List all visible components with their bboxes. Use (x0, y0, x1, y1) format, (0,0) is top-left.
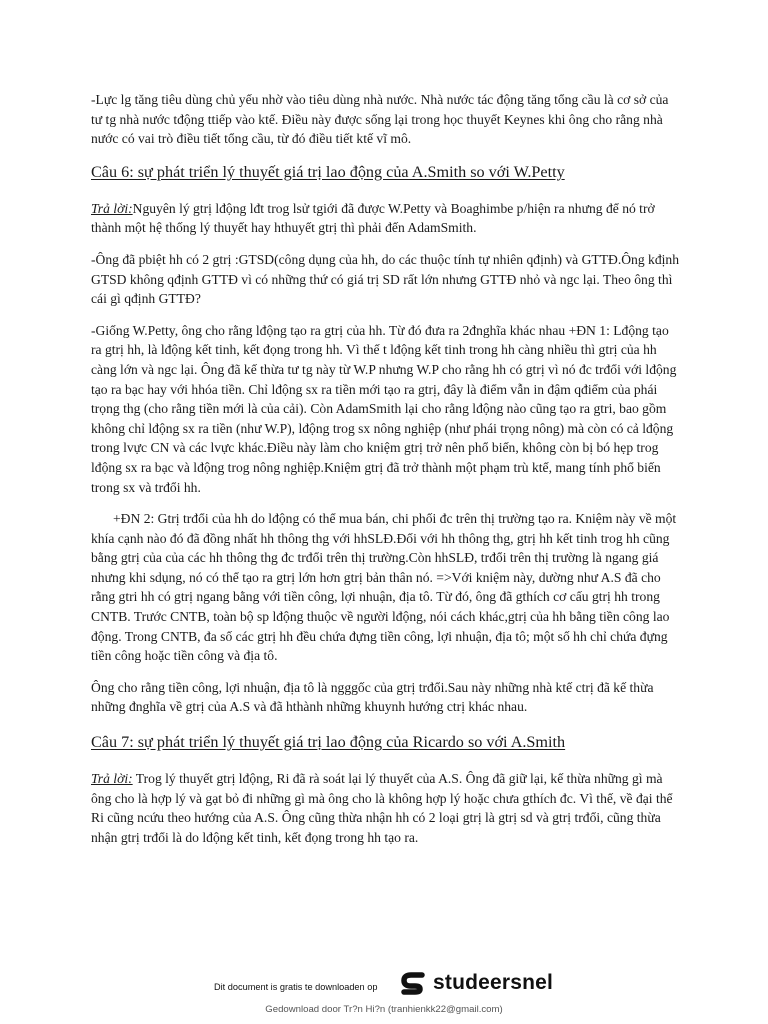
paragraph-7 (91, 769, 681, 847)
footer (0, 962, 768, 1024)
question-6-heading: Câu 6: sự phát triển lý thuyết giá trị lao động của A.Smith so với W.Petty (91, 162, 565, 181)
paragraph-3: -Ông đã pbiệt hh có 2 gtrị :GTSD(công dụng của hh, do các thuộc tính tự nhiên qđịnh) và GTTĐ.Ông kđịnh GTSD không qđịnh GTTĐ vì có những thứ có giá trị SD rất lớn nhưng GTTĐ nhỏ và ngc lại. Theo ông thì cái gì qđịnh GTTĐ? (91, 251, 680, 307)
download-credit: Gedownload door Tr?n Hi?n (tranhienkk22@gmail.com) (265, 1004, 503, 1015)
footer-note: Dit document is gratis te downloaden op (214, 982, 378, 992)
studeersnel-logo[interactable] (398, 968, 553, 998)
paragraph-1: -Lực lg tăng tiêu dùng chủ yếu nhờ vào tiêu dùng nhà nước. Nhà nước tác động tăng tổng cầu là cơ sở của tư tg nhà nước tđộng ttiếp vào ktế. Điều này được sống lại trong học thuyết Keynes khi ông cho rằng nhà nước có vai trò điều tiết tổng cầu, từ đó điều tiết ktế vĩ mô. (91, 92, 669, 147)
document-body (91, 90, 681, 859)
studeersnel-logo-icon (398, 968, 428, 998)
paragraph-5: +ĐN 2: Gtrị trđổi của hh do lđộng có thể mua bán, chi phối đc trên thị trường tạo ra. Kniệm này về một khía cạnh nào đó đã đồng nhất hh thông thg với hhSLĐ.Đối với hh thông thg, gtrị hh kết tinh trog hh cũng bằng gtrị của của các hh thông thg đc trđổi trên thị trường.Còn hhSLĐ, trđổi trên thị trường là ngang giá nhưng khi sdụng, nó có thể tạo ra gtrị lớn hơn gtrị bản thân nó. =>Với kniệm này, dường như A.S đã cho rằng gtri hh có gtrị ngang bằng với tiền công, lợi nhuận, địa tô. Từ đó, ông đã gthích cơ cấu gtrị hh trong CNTB. Trước CNTB, toàn bộ sp lđộng thuộc về người lđộng, nói cách khác,gtrị của hh bằng tiền công lao động. Trong CNTB, đa số các gtrị hh đều chứa đựng tiền công, lợi nhuận, địa tô; một số hh chỉ chứa đựng tiền công hoặc tiền công và địa tô. (91, 511, 677, 664)
brand-name: studeersnel (433, 971, 554, 994)
paragraph-6: Ông cho rằng tiền công, lợi nhuận, địa tô là ngggốc của gtrị trđổi.Sau này những nhà ktế ctrị đã kế thừa những đnghĩa về gtrị của A.S và đã hthành những khuynh hướng ctrị khác nhau. (91, 679, 654, 715)
paragraph-4: -Giống W.Petty, ông cho rằng lđộng tạo ra gtrị của hh. Từ đó đưa ra 2đnghĩa khác nhau +ĐN 1: Lđộng tạo ra gtrị hh, là lđộng kết tinh, kết đọng trong hh. Vì thế t lđộng kết tinh trong hh càng nhiều thì gtrị của hh càng lớn và ngc lại. Ông đã kế thừa tư tg này từ W.P nhưng W.P cho rằng hh có gtrị vì nó đc trđổi với lđộng tạo ra bạc hay với hhóa tiền. Chỉ lđộng sx ra tiền mới tạo ra gtrị, đây là điểm vẫn in đậm qđiểm của phái trọng thg (cho rằng tiền mới là của cải). Còn AdamSmith lại cho rằng lđộng nào cũng tạo ra gtri, bao gồm không chỉ lđộng sx ra tiền (như W.P), lđộng trog sx nông nghiệp (như phái trọng nông) mà còn có cả lđộng trong lvực CN và các lvực khác.Điều này làm cho kniệm gtrị trở nên phổ biến, không còn bị bó hẹp trog lđộng sx ra bạc và lđộng trog nông nghiệp.Kniệm gtrị đã trở thành một phạm trù ktế, mang tính phổ biến trong sx và trđổi hh. (91, 322, 677, 495)
answer-label: Trả lời: (91, 200, 133, 216)
paragraph-2-text: Nguyên lý gtrị lđộng lđt trog lsử tgiới đã được W.Petty và Boaghimbe p/hiện ra nhưng để nó trở thành một hệ thống lý thuyết hay hthuyết gtrị thì phải đến AdamSmith. (91, 200, 655, 236)
paragraph-7-text: Trog lý thuyết gtrị lđộng, Ri đã rà soát lại lý thuyết của A.S. Ông đã giữ lại, kế thừa những gì mà ông cho là hợp lý và gạt bỏ đi những gì mà ông cho là không hợp lý hoặc chưa gthích đc. Vì thế, về đại thể Ri cũng ncứu theo hướng của A.S. Ông cũng thừa nhận hh có 2 loại gtrị là gtrị sd và gtrị trđổi, cũng thừa nhận gtrị trđổi là do lđộng kết tinh, kết đọng trong hh tạo ra. (91, 771, 673, 845)
paragraph-2 (91, 199, 681, 238)
answer-label: Trả lời: (91, 771, 133, 787)
question-7-heading: Câu 7: sự phát triển lý thuyết giá trị lao động của Ricardo so với A.Smith (91, 733, 566, 752)
